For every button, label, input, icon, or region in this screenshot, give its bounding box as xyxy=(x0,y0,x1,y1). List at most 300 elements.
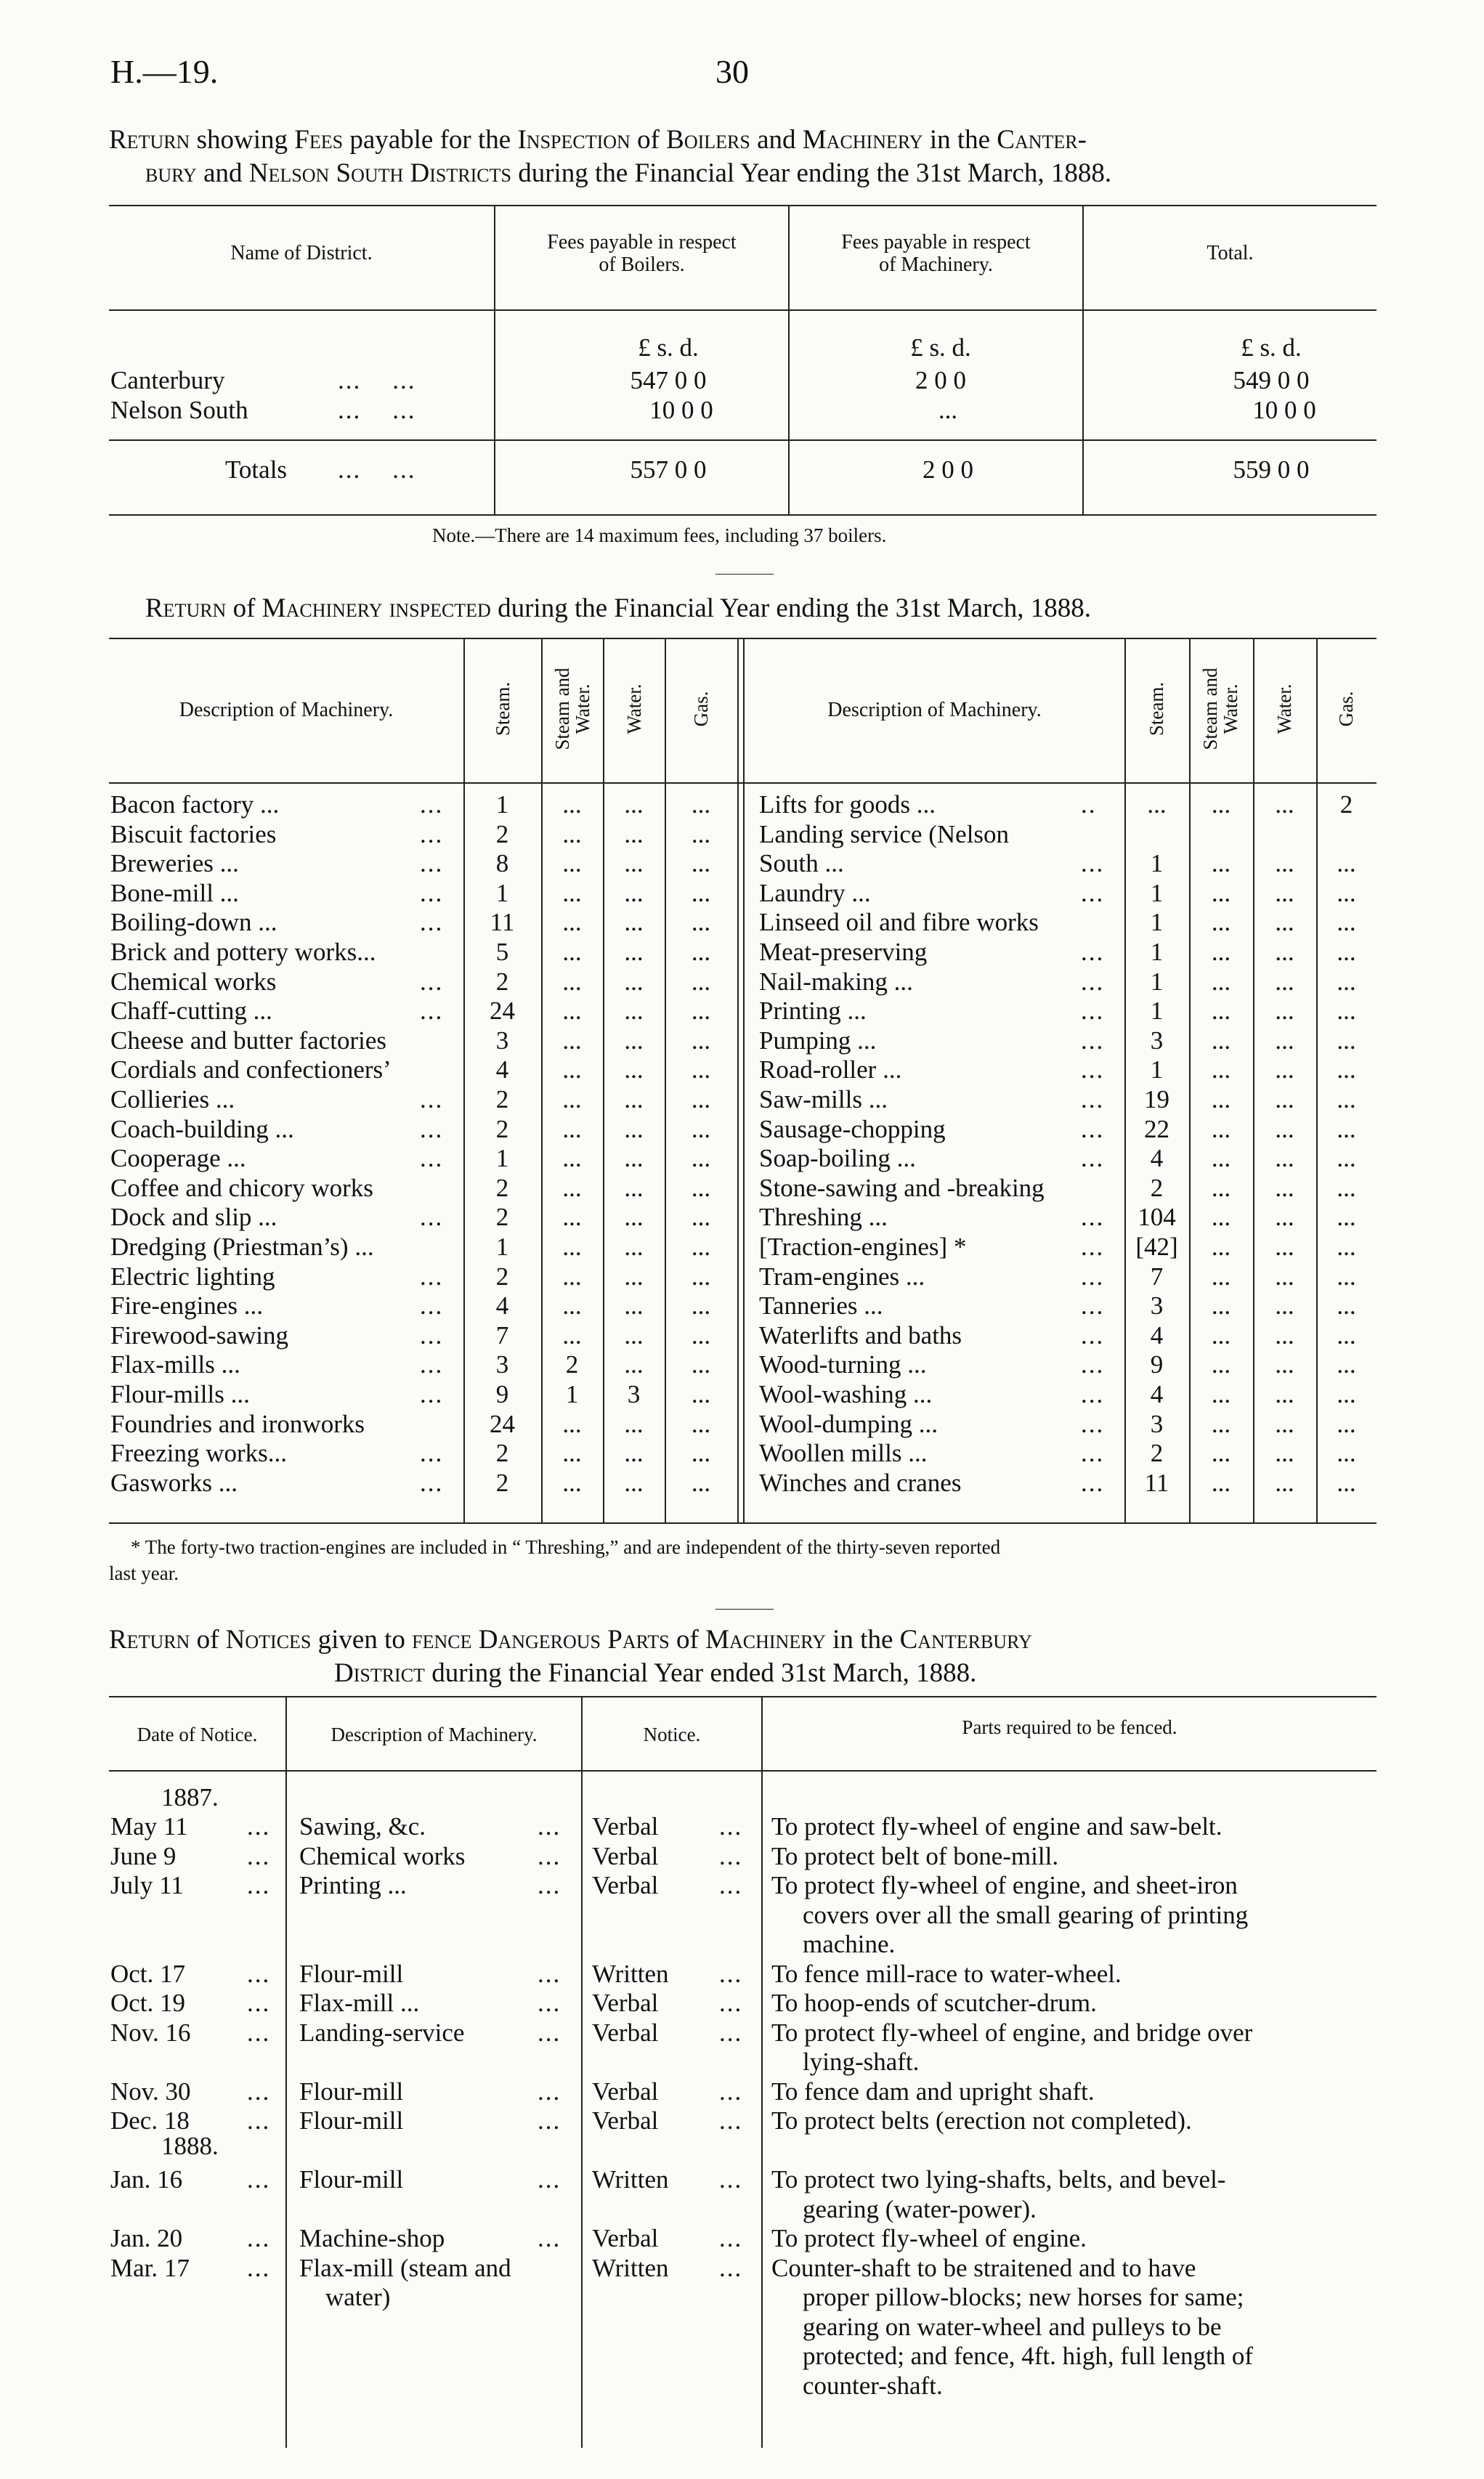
steam-count: 2 xyxy=(495,1085,509,1113)
water-count: ... xyxy=(624,1262,644,1291)
water-count: ... xyxy=(1275,967,1294,996)
leader-dots: ... xyxy=(1081,1203,1105,1232)
leader-dots: ... xyxy=(420,1114,444,1143)
gas-count: ... xyxy=(691,1291,711,1320)
notice-type: Verbal xyxy=(592,1871,659,1899)
leader-dots: ... xyxy=(538,2224,561,2252)
gas-count: ... xyxy=(691,1439,711,1468)
leader-dots: ... xyxy=(1081,1026,1105,1055)
machinery-description: Bone-mill ... xyxy=(110,878,239,907)
machinery-description: Boiling-down ... xyxy=(110,908,277,937)
water-count: ... xyxy=(624,1350,644,1379)
leader-dots: ... xyxy=(1081,997,1105,1026)
steam-water-count: 1 xyxy=(565,1380,579,1408)
leader-dots: ... xyxy=(247,2106,271,2135)
leader-dots: ... xyxy=(420,1085,444,1113)
leader-dots: ... xyxy=(1081,1439,1105,1468)
water-count: ... xyxy=(624,790,644,819)
steam-water-count: ... xyxy=(1211,1350,1231,1379)
leader-dots: ... xyxy=(1081,1233,1105,1261)
machinery-description: Tanneries ... xyxy=(759,1291,883,1320)
gas-count: ... xyxy=(691,790,711,819)
machinery-description: Chaff-cutting ... xyxy=(110,997,272,1026)
machinery-description: Chemical works xyxy=(299,1841,466,1870)
leader-dots: ... xyxy=(1081,1262,1105,1291)
gas-count: ... xyxy=(691,967,711,996)
water-count: ... xyxy=(624,1468,644,1497)
leader-dots: ... xyxy=(538,2165,561,2194)
steam-water-count: ... xyxy=(562,1203,582,1232)
leader-dots: ... xyxy=(719,1989,743,2017)
notice-date: Dec. 18 xyxy=(110,2106,190,2135)
machinery-description: Firewood-sawing xyxy=(110,1320,288,1350)
steam-count: 1 xyxy=(1150,849,1164,878)
steam-count: 3 xyxy=(1150,1291,1164,1320)
parts-required: To protect fly-wheel of engine and saw-belt. xyxy=(771,1812,1223,1841)
leader-dots: ... xyxy=(719,2106,743,2135)
steam-water-count: ... xyxy=(1211,1144,1231,1173)
water-count: ... xyxy=(1275,1291,1294,1320)
machinery-description: Fire-engines ... xyxy=(110,1291,263,1320)
steam-water-count: ... xyxy=(562,1409,582,1438)
notice-date: Nov. 16 xyxy=(110,2018,191,2047)
leader-dots: ... xyxy=(538,2077,561,2106)
machinery-description: Biscuit factories xyxy=(110,819,277,848)
leader-dots: ... xyxy=(1081,1350,1105,1379)
machinery-description: Winches and cranes xyxy=(759,1468,962,1497)
steam-count: 2 xyxy=(495,967,509,996)
leader-dots: ... xyxy=(1081,1114,1105,1143)
machinery-description: Freezing works... xyxy=(110,1439,288,1468)
leader-dots: ... xyxy=(1081,1409,1105,1438)
leader-dots: ... xyxy=(420,849,444,878)
leader-dots: ... xyxy=(247,1841,271,1870)
water-count: ... xyxy=(1275,1262,1294,1291)
table3-header-date: Date of Notice. xyxy=(137,1724,258,1745)
water-count: ... xyxy=(624,1085,644,1113)
machinery-description: Tram-engines ... xyxy=(759,1262,925,1291)
steam-water-count: ... xyxy=(562,997,582,1026)
gas-count: ... xyxy=(1337,878,1356,907)
leader-dots: ... xyxy=(1081,938,1105,966)
steam-count: 4 xyxy=(495,1291,509,1320)
leader-dots: ... xyxy=(1081,1380,1105,1408)
steam-water-count: ... xyxy=(562,1439,582,1468)
machinery-description: Dock and slip ... xyxy=(110,1203,277,1232)
machinery-description: Electric lighting xyxy=(110,1262,275,1291)
water-count: ... xyxy=(1275,1114,1294,1143)
steam-count: 1 xyxy=(495,790,509,819)
steam-water-count: ... xyxy=(562,1233,582,1261)
machinery-description: Pumping ... xyxy=(759,1026,877,1055)
steam-water-count: ... xyxy=(1211,997,1231,1026)
steam-count: [42] xyxy=(1135,1233,1178,1261)
leader-dots: ... xyxy=(420,1144,444,1173)
leader-dots: ... xyxy=(247,2077,271,2106)
leader-dots: ... xyxy=(420,878,444,907)
machinery-description: Printing ... xyxy=(299,1871,407,1899)
steam-count: 9 xyxy=(1150,1350,1164,1379)
leader-dots: ... xyxy=(247,2253,271,2282)
water-count: ... xyxy=(1275,1144,1294,1173)
leader-dots: ... xyxy=(420,1468,444,1497)
leader-dots: ... xyxy=(719,1871,743,1899)
gas-count: ... xyxy=(691,997,711,1026)
steam-count: 19 xyxy=(1144,1085,1169,1113)
steam-water-count: ... xyxy=(1211,938,1231,966)
steam-water-count: ... xyxy=(1211,1026,1231,1055)
steam-count: 1 xyxy=(1150,878,1164,907)
machinery-description: Cooperage ... xyxy=(110,1144,246,1173)
gas-count: ... xyxy=(691,849,711,878)
machinery-description-cont: water) xyxy=(325,2283,391,2311)
gas-count: ... xyxy=(691,1085,711,1113)
table1-note: Note.—There are 14 maximum fees, including 37 boilers. xyxy=(432,524,887,546)
steam-water-count: ... xyxy=(562,1085,582,1113)
water-count: ... xyxy=(1275,849,1294,878)
parts-required: proper pillow-blocks; new horses for same; xyxy=(803,2283,1244,2311)
steam-count: 24 xyxy=(490,1409,515,1438)
machinery-description: Chemical works xyxy=(110,967,277,996)
water-count: ... xyxy=(624,1114,644,1143)
gas-count: ... xyxy=(691,1320,711,1350)
machinery-description: Flour-mill xyxy=(299,2106,404,2135)
notice-type: Verbal xyxy=(592,1812,659,1841)
leader-dots: ... xyxy=(420,1291,444,1320)
leader-dots: ... xyxy=(247,2165,271,2194)
water-count: ... xyxy=(1275,1380,1294,1408)
gas-count: ... xyxy=(1337,1439,1356,1468)
steam-water-count: ... xyxy=(562,849,582,878)
leader-dots: ... xyxy=(420,790,444,819)
leader-dots: ... xyxy=(247,2224,271,2252)
steam-count: 11 xyxy=(490,908,515,937)
steam-water-count: ... xyxy=(1211,1380,1231,1408)
steam-water-count: ... xyxy=(562,1055,582,1084)
leader-dots: ... xyxy=(538,1812,561,1841)
leader-dots: ... xyxy=(420,1320,444,1350)
machinery-description: Stone-sawing and -breaking xyxy=(759,1173,1045,1202)
water-count: ... xyxy=(1275,1085,1294,1113)
water-count: ... xyxy=(624,938,644,966)
steam-water-count: ... xyxy=(1211,1262,1231,1291)
water-count: ... xyxy=(624,849,644,878)
machinery-description: Flax-mills ... xyxy=(110,1350,240,1379)
parts-required: lying-shaft. xyxy=(803,2048,920,2076)
table3-title: Return of Notices given to fence Dangerous Parts of Machinery in the Canterbury District during the Financial Year ended 31st March, 1888. xyxy=(109,1625,1032,1688)
steam-count: 1 xyxy=(495,1144,509,1173)
total-fee: 10 0 0 xyxy=(1252,396,1316,424)
steam-water-count: ... xyxy=(1211,1468,1231,1497)
notice-date: June 9 xyxy=(110,1841,177,1870)
leader-dots: ... xyxy=(1081,1085,1105,1113)
water-count: ... xyxy=(624,1439,644,1468)
machinery-description: Bacon factory ... xyxy=(110,790,280,819)
gas-count: ... xyxy=(691,1262,711,1291)
gas-count: ... xyxy=(691,938,711,966)
parts-required: To protect belts (erection not completed). xyxy=(771,2106,1192,2135)
gas-count: ... xyxy=(1337,967,1356,996)
steam-count: 1 xyxy=(495,878,509,907)
steam-water-count: ... xyxy=(562,938,582,966)
leader-dots: ... xyxy=(719,2165,743,2194)
water-count: 3 xyxy=(627,1380,641,1408)
gas-count: ... xyxy=(691,1233,711,1261)
steam-count: 2 xyxy=(495,1173,509,1202)
machinery-description: Machine-shop xyxy=(299,2224,445,2252)
steam-water-count: ... xyxy=(562,908,582,937)
notice-date: Jan. 20 xyxy=(110,2224,183,2252)
leader-dots: ... xyxy=(719,1841,743,1870)
gas-count: ... xyxy=(691,1350,711,1379)
table2-footnote: * The forty-two traction-engines are included in “ Threshing,” and are independent of the thirty-seven reported last year. xyxy=(109,1536,1001,1584)
page-number: 30 xyxy=(715,53,749,90)
leader-dots: ... xyxy=(1081,878,1105,907)
steam-count: 1 xyxy=(1150,938,1164,966)
table1-header-district: Name of District. xyxy=(230,242,373,264)
leader-dots: ... xyxy=(719,2224,743,2252)
steam-water-count: ... xyxy=(1211,967,1231,996)
steam-water-count: ... xyxy=(562,790,582,819)
leader-dots: ... xyxy=(420,1262,444,1291)
machinery-description: Coffee and chicory works xyxy=(110,1173,373,1202)
steam-count: 8 xyxy=(495,849,509,878)
leader-dots: ... xyxy=(420,819,444,848)
table3-header-desc: Description of Machinery. xyxy=(331,1724,538,1745)
table1-header-total: Total. xyxy=(1207,242,1254,264)
header-water: Water. xyxy=(1273,683,1295,734)
steam-count: 11 xyxy=(1144,1468,1169,1497)
steam-water-count: ... xyxy=(562,1262,582,1291)
notice-date: July 11 xyxy=(110,1871,184,1899)
steam-count: 7 xyxy=(1150,1262,1164,1291)
leader-dots: ... xyxy=(1081,1291,1105,1320)
gas-count: ... xyxy=(1337,1468,1356,1497)
notice-date: Mar. 17 xyxy=(110,2253,190,2282)
steam-water-count: ... xyxy=(562,967,582,996)
water-count: ... xyxy=(624,819,644,848)
gas-count: ... xyxy=(1337,1233,1356,1261)
year-label: 1887. xyxy=(161,1783,219,1811)
notice-date: Oct. 19 xyxy=(110,1989,186,2017)
steam-water-count: ... xyxy=(1211,1439,1231,1468)
leader-dots: ... xyxy=(420,967,444,996)
machinery-description: Landing service (Nelson xyxy=(759,819,1010,848)
steam-water-count: ... xyxy=(562,1173,582,1202)
steam-count: 5 xyxy=(495,938,509,966)
machinery-description: Flax-mill (steam and xyxy=(299,2253,511,2282)
steam-count: 1 xyxy=(1150,908,1164,937)
table1-title-line1: Return showing Fees payable for the Inspection of Boilers and Machinery in the Canter- xyxy=(109,125,1087,155)
gas-count: ... xyxy=(1337,1291,1356,1320)
notice-type: Verbal xyxy=(592,2106,659,2135)
leader-dots: ... xyxy=(420,908,444,937)
steam-count: 3 xyxy=(495,1026,509,1055)
gas-count: ... xyxy=(1337,1409,1356,1438)
total-fee: 549 0 0 xyxy=(1233,366,1310,394)
machinery-description: Foundries and ironworks xyxy=(110,1409,365,1438)
totals-machinery: 2 0 0 xyxy=(923,455,973,484)
table1-header-boilers: Fees payable in respect of Boilers. xyxy=(547,231,737,276)
steam-water-count: ... xyxy=(562,878,582,907)
parts-required: Counter-shaft to be straitened and to have xyxy=(771,2253,1196,2282)
leader-dots: ... xyxy=(538,1841,561,1870)
water-count: ... xyxy=(1275,1320,1294,1350)
totals-boilers: 557 0 0 xyxy=(630,455,707,484)
gas-count: ... xyxy=(1337,938,1356,966)
gas-count: ... xyxy=(1337,1203,1356,1232)
leader-dots: ... xyxy=(538,1871,561,1899)
steam-count: 4 xyxy=(1150,1320,1164,1350)
leader-dots: ... xyxy=(538,2018,561,2047)
notice-type: Written xyxy=(592,2165,669,2194)
steam-count: 2 xyxy=(1150,1173,1164,1202)
machinery-description: Road-roller ... xyxy=(759,1055,902,1084)
gas-count: ... xyxy=(1337,997,1356,1026)
machinery-description: Threshing ... xyxy=(759,1203,888,1232)
water-count: ... xyxy=(624,1144,644,1173)
steam-count: 3 xyxy=(495,1350,509,1379)
steam-count: 2 xyxy=(495,819,509,848)
gas-count: ... xyxy=(1337,1055,1356,1084)
notice-type: Written xyxy=(592,1959,669,1988)
notice-type: Verbal xyxy=(592,1989,659,2017)
machinery-description: Flour-mills ... xyxy=(110,1380,250,1408)
steam-water-count: ... xyxy=(1211,1320,1231,1350)
table3-header-parts: Parts required to be fenced. xyxy=(962,1716,1177,1738)
table2-header-desc-left: Description of Machinery. xyxy=(179,699,394,721)
parts-required: covers over all the small gearing of printing xyxy=(803,1900,1249,1929)
table1-title-line2: bury and Nelson South Districts during the Financial Year ending the 31st March, 1888. xyxy=(145,158,1112,188)
machinery-description: Brick and pottery works... xyxy=(110,938,376,966)
steam-water-count: ... xyxy=(1211,1233,1231,1261)
gas-count: ... xyxy=(1337,1320,1356,1350)
table1-title xyxy=(109,123,1376,190)
water-count: ... xyxy=(1275,1203,1294,1232)
machinery-description: Wood-turning ... xyxy=(759,1350,927,1379)
water-count: ... xyxy=(624,878,644,907)
gas-count: ... xyxy=(691,1409,711,1438)
machinery-description: Cheese and butter factories xyxy=(110,1026,386,1055)
water-count: ... xyxy=(1275,1233,1294,1261)
steam-count: 4 xyxy=(495,1055,509,1084)
leader-dots: ... xyxy=(247,1871,271,1899)
water-count: ... xyxy=(1275,1173,1294,1202)
notice-type: Verbal xyxy=(592,1841,659,1870)
machinery-description: Waterlifts and baths xyxy=(759,1320,962,1350)
steam-water-count: ... xyxy=(562,1026,582,1055)
leader-dots: ... xyxy=(420,997,444,1026)
table2-header-desc-right: Description of Machinery. xyxy=(827,699,1042,721)
steam-water-count: ... xyxy=(562,819,582,848)
steam-count: ... xyxy=(1147,790,1167,819)
notice-type: Verbal xyxy=(592,2018,659,2047)
parts-required: To fence mill-race to water-wheel. xyxy=(771,1959,1122,1988)
leader-dots: ... xyxy=(538,1989,561,2017)
table2-title: Return of Machinery inspected during the Financial Year ending the 31st March, 1888. xyxy=(145,593,1092,623)
steam-count: 3 xyxy=(1150,1026,1164,1055)
steam-water-count: ... xyxy=(1211,1114,1231,1143)
machinery-description: Flax-mill ... xyxy=(299,1989,420,2017)
parts-required: protected; and fence, 4ft. high, full length of xyxy=(803,2342,1254,2370)
machinery-description: Dredging (Priestman’s) ... xyxy=(110,1233,374,1261)
machinery-description: Collieries ... xyxy=(110,1085,235,1113)
gas-count: 2 xyxy=(1339,790,1353,819)
gas-count: ... xyxy=(1337,1350,1356,1379)
machinery-description: Woollen mills ... xyxy=(759,1439,928,1468)
water-count: ... xyxy=(1275,1055,1294,1084)
steam-water-count: ... xyxy=(562,1291,582,1320)
gas-count: ... xyxy=(691,1026,711,1055)
leader-dots: ... xyxy=(247,1959,271,1988)
notice-type: Verbal xyxy=(592,2077,659,2106)
machinery-description: Lifts for goods ... xyxy=(759,790,936,819)
steam-count: 1 xyxy=(1150,967,1164,996)
parts-required: To hoop-ends of scutcher-drum. xyxy=(771,1989,1097,2017)
machinery-description: Laundry ... xyxy=(759,878,871,907)
machinery-description: Breweries ... xyxy=(110,849,239,878)
steam-water-count: ... xyxy=(562,1320,582,1350)
steam-count: 2 xyxy=(1150,1439,1164,1468)
water-count: ... xyxy=(624,967,644,996)
steam-count: 22 xyxy=(1144,1114,1169,1143)
water-count: ... xyxy=(624,1409,644,1438)
leader-dots: ... xyxy=(719,2253,743,2282)
steam-water-count: 2 xyxy=(565,1350,579,1379)
parts-required: gearing on water-wheel and pulleys to be xyxy=(803,2312,1222,2341)
table1-header-machinery: Fees payable in respect of Machinery. xyxy=(841,231,1031,276)
machinery-fee: 2 0 0 xyxy=(915,366,966,394)
machinery-description: South ... xyxy=(759,849,844,878)
water-count: ... xyxy=(624,1203,644,1232)
notice-date: May 11 xyxy=(110,1812,188,1841)
gas-count: ... xyxy=(1337,1144,1356,1173)
gas-count: ... xyxy=(1337,849,1356,878)
steam-water-count: ... xyxy=(1211,1409,1231,1438)
steam-water-count: ... xyxy=(1211,790,1231,819)
table3-header-notice: Notice. xyxy=(643,1724,701,1745)
document-reference: H.—19. xyxy=(110,53,219,90)
water-count: ... xyxy=(1275,1350,1294,1379)
steam-count: 2 xyxy=(495,1439,509,1468)
leader-dots: ... xyxy=(538,1959,561,1988)
machinery-description: Sawing, &c. xyxy=(299,1812,426,1841)
header-gas: Gas. xyxy=(1335,691,1357,727)
header-water: Water. xyxy=(623,683,645,734)
water-count: ... xyxy=(1275,1468,1294,1497)
leader-dots: ... xyxy=(719,1812,743,1841)
steam-count: 4 xyxy=(1150,1144,1164,1173)
steam-water-count: ... xyxy=(562,1114,582,1143)
water-count: ... xyxy=(624,997,644,1026)
water-count: ... xyxy=(624,1173,644,1202)
water-count: ... xyxy=(1275,908,1294,937)
steam-water-count: ... xyxy=(1211,1055,1231,1084)
parts-required: To protect fly-wheel of engine, and bridge over xyxy=(771,2018,1253,2047)
machinery-description: Meat-preserving xyxy=(759,938,928,966)
gas-count: ... xyxy=(691,1144,711,1173)
steam-count: 24 xyxy=(490,997,515,1026)
header-steam-water: Steam and Water. xyxy=(551,668,593,750)
steam-count: 4 xyxy=(1150,1380,1164,1408)
currency-units-machinery: £ s. d. xyxy=(910,333,971,362)
gas-count: ... xyxy=(1337,1173,1356,1202)
steam-count: 1 xyxy=(1150,997,1164,1026)
machinery-description: Nail-making ... xyxy=(759,967,913,996)
machinery-description: Landing-service xyxy=(299,2018,465,2047)
header-steam: Steam. xyxy=(1146,681,1167,737)
machinery-description: Flour-mill xyxy=(299,2077,404,2106)
